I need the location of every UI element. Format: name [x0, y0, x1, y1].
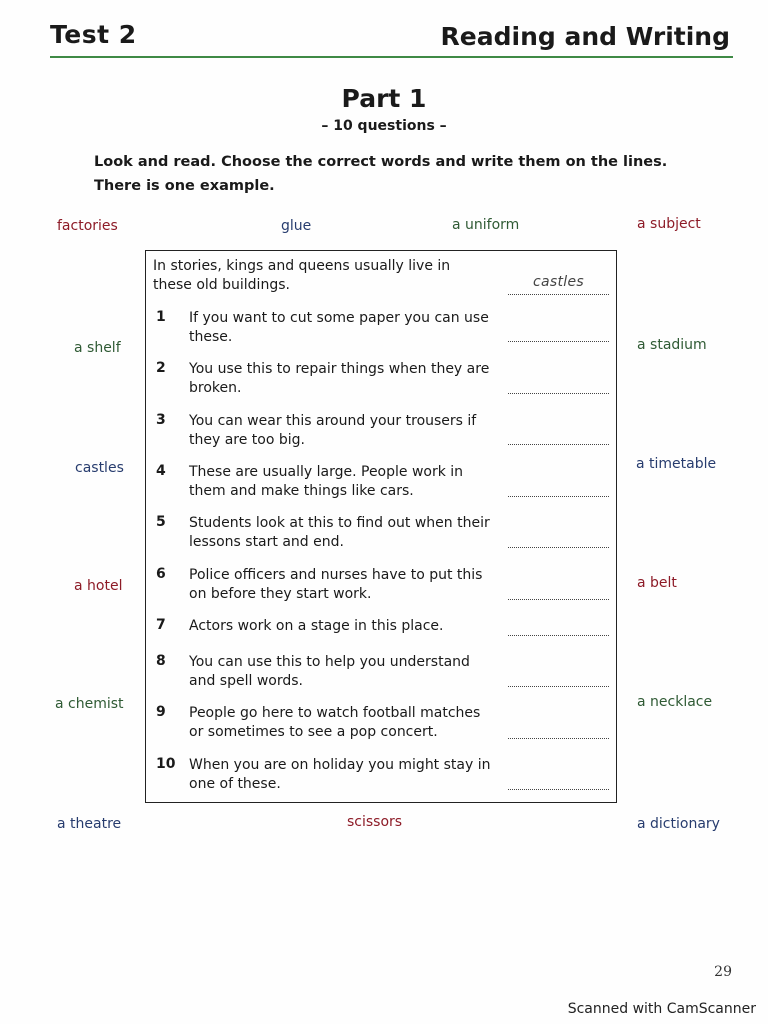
question-number: 7	[156, 617, 166, 633]
word-factories: factories	[57, 218, 118, 234]
page-number: 29	[714, 964, 732, 980]
answer-line-5[interactable]	[508, 547, 609, 548]
word-subject: a subject	[637, 216, 701, 232]
word-uniform: a uniform	[452, 217, 520, 233]
question-number: 8	[156, 653, 166, 669]
example-answer-line	[508, 294, 609, 295]
question-number: 1	[156, 309, 166, 325]
header-divider	[50, 56, 733, 58]
question-text: You use this to repair things when they are broken.	[189, 361, 490, 396]
part-subtitle: – 10 questions –	[321, 118, 447, 134]
word-scissors: scissors	[347, 814, 403, 830]
question-number: 3	[156, 412, 166, 428]
question-number: 9	[156, 704, 166, 720]
word-chemist: a chemist	[55, 696, 124, 712]
word-hotel: a hotel	[74, 578, 123, 594]
question-number: 4	[156, 463, 166, 479]
question-text: These are usually large. People work in them and make things like cars.	[189, 464, 464, 499]
question-text: Students look at this to find out when their lessons start and end.	[189, 515, 490, 550]
question-text: If you want to cut some paper you can use these.	[189, 310, 489, 345]
answer-line-7[interactable]	[508, 635, 609, 636]
answer-line-9[interactable]	[508, 738, 609, 739]
section-label: Reading and Writing	[440, 22, 730, 51]
word-shelf: a shelf	[74, 340, 121, 356]
answer-line-2[interactable]	[508, 393, 609, 394]
instructions: Look and read. Choose the correct words and write them on the lines. There is one example.	[94, 154, 668, 194]
word-theatre: a theatre	[57, 816, 122, 832]
answer-line-4[interactable]	[508, 496, 609, 497]
question-text: You can wear this around your trousers if they are too big.	[189, 413, 477, 448]
question-number: 5	[156, 514, 166, 530]
word-dictionary: a dictionary	[637, 816, 720, 832]
example-answer: castles	[533, 274, 584, 290]
word-timetable: a timetable	[636, 456, 717, 472]
question-text: Actors work on a stage in this place.	[189, 618, 444, 634]
question-text: When you are on holiday you might stay in one of these.	[189, 757, 491, 792]
answer-line-8[interactable]	[508, 686, 609, 687]
answer-line-3[interactable]	[508, 444, 609, 445]
answer-line-6[interactable]	[508, 599, 609, 600]
part-title: Part 1	[341, 84, 427, 113]
question-text: People go here to watch football matches or sometimes to see a pop concert.	[189, 705, 481, 740]
word-stadium: a stadium	[637, 337, 707, 353]
word-necklace: a necklace	[637, 694, 713, 710]
question-text: You can use this to help you understand and spell words.	[189, 654, 470, 689]
word-castles: castles	[75, 460, 124, 476]
scanner-watermark: Scanned with CamScanner	[567, 1001, 756, 1017]
test-label: Test 2	[50, 20, 137, 49]
answer-line-1[interactable]	[508, 341, 609, 342]
question-number: 2	[156, 360, 166, 376]
question-text: Police officers and nurses have to put this on before they start work.	[189, 567, 483, 602]
word-belt: a belt	[637, 575, 677, 591]
example-text: In stories, kings and queens usually live in these old buildings.	[153, 258, 451, 293]
question-number: 6	[156, 566, 166, 582]
question-number: 10	[156, 756, 176, 772]
word-glue: glue	[281, 218, 312, 234]
answer-line-10[interactable]	[508, 789, 609, 790]
